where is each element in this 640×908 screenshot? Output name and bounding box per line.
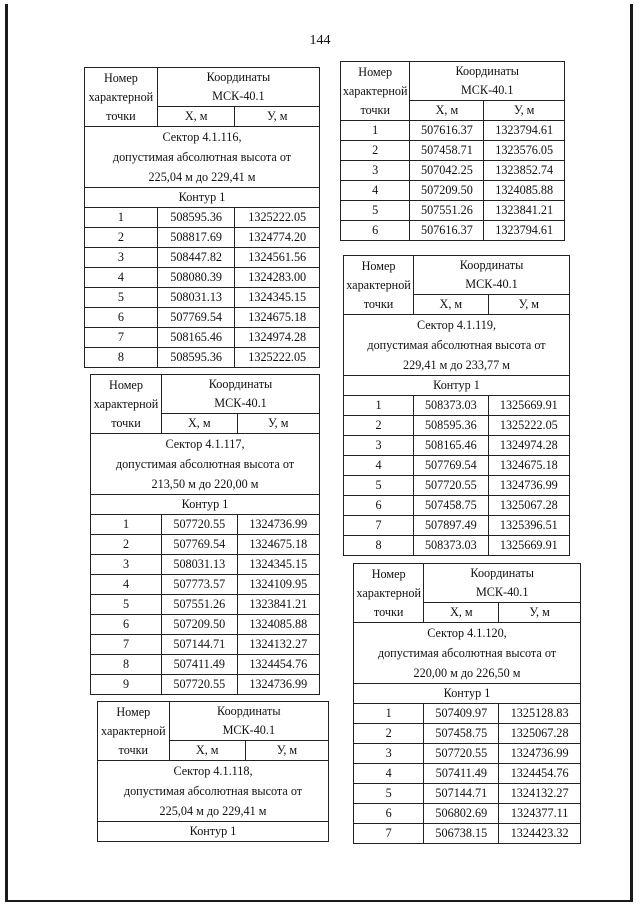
coordinates-header [157, 68, 319, 107]
point-number: 4 [85, 268, 158, 288]
point-number: 3 [344, 436, 414, 456]
x-coordinate: 507042.25 [410, 161, 484, 181]
x-coordinate: 507551.26 [161, 595, 237, 615]
table-row [85, 268, 320, 288]
coordinates-header-line: Координаты [455, 64, 519, 78]
table-row [85, 328, 320, 348]
point-number: 7 [344, 516, 414, 536]
x-coordinate: 508373.03 [414, 536, 489, 556]
y-coordinate: 1324132.27 [237, 635, 319, 655]
table-row [344, 516, 570, 536]
point-number: 4 [91, 575, 162, 595]
sector-row [85, 127, 320, 188]
point-number: 6 [85, 308, 158, 328]
y-coordinate: 1324736.99 [488, 476, 569, 496]
contour-label: Контур 1 [98, 822, 329, 842]
table-row [341, 141, 565, 161]
x-header: X, м [157, 107, 235, 127]
x-coordinate: 506738.15 [424, 824, 499, 844]
point-number: 2 [344, 416, 414, 436]
point-header-line: точки [373, 604, 404, 619]
point-number: 5 [354, 784, 424, 804]
y-coordinate: 1324675.18 [235, 308, 320, 328]
sector-row [344, 315, 570, 376]
x-coordinate: 507209.50 [410, 181, 484, 201]
coordinates-header-line: Координаты [217, 704, 281, 718]
x-header: X, м [424, 603, 499, 623]
sector-range: 225,04 м до 229,41 м [148, 170, 256, 184]
x-coordinate: 507720.55 [161, 515, 237, 535]
table-row [85, 228, 320, 248]
header-row [341, 62, 565, 101]
point-header-line: характерной [88, 89, 154, 104]
table-row [91, 555, 320, 575]
table-row [344, 416, 570, 436]
y-coordinate: 1324736.99 [237, 675, 319, 695]
sector-sector: Сектор 4.1.118, [173, 764, 253, 778]
sector-sector: Сектор 4.1.117, [165, 437, 245, 451]
y-coordinate: 1325067.28 [488, 496, 569, 516]
point-number: 7 [85, 328, 158, 348]
y-coordinate: 1324774.20 [235, 228, 320, 248]
coordinates-header-line: МСК-40.1 [460, 83, 514, 97]
x-coordinate: 508447.82 [157, 248, 235, 268]
sector-range: 213,50 м до 220,00 м [151, 477, 259, 491]
point-number: 1 [341, 121, 410, 141]
y-coordinate: 1324736.99 [499, 744, 581, 764]
point-header-line: характерной [93, 396, 159, 411]
sector-height: допустимая абсолютная высота от [123, 784, 303, 798]
header-row [85, 68, 320, 107]
x-coordinate: 507769.54 [161, 535, 237, 555]
point-header-line: характерной [356, 585, 421, 600]
y-coordinate: 1324345.15 [237, 555, 319, 575]
coordinates-header [410, 62, 565, 101]
coordinates-header-line: МСК-40.1 [465, 277, 518, 291]
coordinates-table-continuation [340, 61, 565, 241]
x-coordinate: 508595.36 [414, 416, 489, 436]
x-coordinate: 507551.26 [410, 201, 484, 221]
coordinates-header-line: МСК-40.1 [212, 89, 265, 103]
table-row [354, 704, 581, 724]
y-coordinate: 1325222.05 [235, 208, 320, 228]
contour-row [85, 188, 320, 208]
x-header: X, м [414, 295, 489, 315]
point-number: 8 [85, 348, 158, 368]
x-coordinate: 507769.54 [157, 308, 235, 328]
point-number: 3 [341, 161, 410, 181]
coordinates-header-line: МСК-40.1 [475, 585, 529, 599]
sector-description [91, 434, 320, 495]
table-row [344, 496, 570, 516]
x-header: X, м [410, 101, 484, 121]
y-coordinate: 1324454.76 [237, 655, 319, 675]
coordinates-table-4-1-117 [90, 374, 320, 695]
point-number: 6 [91, 615, 162, 635]
point-number-header [91, 375, 162, 434]
y-coordinate: 1323576.05 [484, 141, 565, 161]
x-coordinate: 507720.55 [161, 675, 237, 695]
sector-row [354, 623, 581, 684]
point-header-line: Номер [371, 566, 406, 581]
table-row [344, 436, 570, 456]
x-coordinate: 507458.75 [424, 724, 499, 744]
y-coordinate: 1323794.61 [484, 121, 565, 141]
point-header-line: точки [118, 742, 149, 757]
contour-label: Контур 1 [85, 188, 320, 208]
y-coordinate: 1323852.74 [484, 161, 565, 181]
sector-height: допустимая абсолютная высота от [115, 457, 295, 471]
point-number: 3 [354, 744, 424, 764]
table-row [341, 161, 565, 181]
table-row [341, 181, 565, 201]
y-coordinate: 1324974.28 [488, 436, 569, 456]
point-header-line: Номер [109, 377, 143, 392]
x-coordinate: 507411.49 [424, 764, 499, 784]
table-row [344, 476, 570, 496]
contour-row [91, 495, 320, 515]
table-row [354, 764, 581, 784]
y-coordinate: 1325669.91 [488, 396, 569, 416]
point-number: 6 [354, 804, 424, 824]
y-coordinate: 1325222.05 [235, 348, 320, 368]
x-header: X, м [161, 414, 237, 434]
y-coordinate: 1324345.15 [235, 288, 320, 308]
x-coordinate: 507144.71 [424, 784, 499, 804]
point-number-header [341, 62, 410, 121]
table-row [91, 575, 320, 595]
table-row [85, 248, 320, 268]
x-coordinate: 508165.46 [157, 328, 235, 348]
coordinates-header-line: Координаты [208, 377, 273, 391]
point-number: 5 [344, 476, 414, 496]
y-coordinate: 1324085.88 [484, 181, 565, 201]
table-row [85, 348, 320, 368]
y-coordinate: 1324132.27 [499, 784, 581, 804]
table-row [91, 595, 320, 615]
coordinates-table-4-1-116 [84, 67, 320, 368]
x-coordinate: 507458.75 [414, 496, 489, 516]
sector-height: допустимая абсолютная высота от [112, 150, 292, 164]
point-number: 1 [344, 396, 414, 416]
table-row [85, 308, 320, 328]
point-number: 4 [354, 764, 424, 784]
sector-sector: Сектор 4.1.119, [416, 318, 496, 332]
y-coordinate: 1324423.32 [499, 824, 581, 844]
table-row [341, 201, 565, 221]
header-row [354, 564, 581, 603]
y-coordinate: 1324675.18 [488, 456, 569, 476]
point-number: 4 [344, 456, 414, 476]
point-number: 2 [341, 141, 410, 161]
header-row [98, 702, 329, 741]
table-row [341, 221, 565, 241]
x-coordinate: 507720.55 [424, 744, 499, 764]
coordinates-header [161, 375, 319, 414]
point-header-line: Номер [103, 70, 138, 85]
x-coordinate: 508080.39 [157, 268, 235, 288]
point-header-line: Номер [361, 258, 396, 273]
sector-description [344, 315, 570, 376]
coordinates-header-line: Координаты [459, 258, 524, 272]
table-row [354, 824, 581, 844]
x-coordinate: 508165.46 [414, 436, 489, 456]
y-coordinate: 1323841.21 [237, 595, 319, 615]
sector-sector: Сектор 4.1.116, [162, 130, 242, 144]
x-coordinate: 507769.54 [414, 456, 489, 476]
table-row [344, 536, 570, 556]
sector-sector: Сектор 4.1.120, [427, 626, 507, 640]
point-number: 4 [341, 181, 410, 201]
y-coordinate: 1324675.18 [237, 535, 319, 555]
sector-description [354, 623, 581, 684]
point-number: 3 [85, 248, 158, 268]
table-row [354, 804, 581, 824]
point-number: 6 [341, 221, 410, 241]
x-coordinate: 508031.13 [161, 555, 237, 575]
table-row [354, 724, 581, 744]
x-coordinate: 507411.49 [161, 655, 237, 675]
y-coordinate: 1325669.91 [488, 536, 569, 556]
point-header-line: Номер [358, 64, 393, 79]
sector-range: 229,41 м до 233,77 м [403, 358, 510, 372]
contour-label: Контур 1 [344, 376, 570, 396]
y-coordinate: 1324085.88 [237, 615, 319, 635]
sector-height: допустимая абсолютная высота от [377, 646, 557, 660]
x-coordinate: 507409.97 [424, 704, 499, 724]
y-header: У, м [488, 295, 569, 315]
table-row [344, 456, 570, 476]
coordinates-header-line: Координаты [206, 70, 271, 84]
point-number-header [354, 564, 424, 623]
table-row [91, 535, 320, 555]
y-header: У, м [235, 107, 320, 127]
x-coordinate: 506802.69 [424, 804, 499, 824]
coordinates-table-4-1-118 [97, 701, 329, 842]
y-coordinate: 1324377.11 [499, 804, 581, 824]
table-row [341, 121, 565, 141]
x-coordinate: 507897.49 [414, 516, 489, 536]
point-number: 6 [344, 496, 414, 516]
coordinates-header-line: МСК-40.1 [214, 396, 267, 410]
point-number: 8 [91, 655, 162, 675]
y-coordinate: 1324736.99 [237, 515, 319, 535]
x-coordinate: 507209.50 [161, 615, 237, 635]
sector-description [98, 761, 329, 822]
y-coordinate: 1324454.76 [499, 764, 581, 784]
x-header: X, м [169, 741, 245, 761]
sector-description [85, 127, 320, 188]
point-number-header [98, 702, 170, 761]
point-header-line: характерной [101, 723, 166, 738]
point-header-line: точки [360, 102, 390, 117]
y-coordinate: 1325222.05 [488, 416, 569, 436]
table-row [91, 635, 320, 655]
point-header-line: характерной [346, 277, 411, 292]
point-number: 2 [354, 724, 424, 744]
contour-row [354, 684, 581, 704]
point-header-line: Номер [116, 704, 151, 719]
contour-row [344, 376, 570, 396]
point-number: 5 [85, 288, 158, 308]
table-row [91, 615, 320, 635]
sector-row [98, 761, 329, 822]
coordinates-header-line: Координаты [470, 566, 534, 580]
y-coordinate: 1323841.21 [484, 201, 565, 221]
table-row [85, 208, 320, 228]
point-number-header [85, 68, 158, 127]
table-row [91, 675, 320, 695]
point-header-line: точки [363, 296, 394, 311]
coordinates-table-4-1-120 [353, 563, 581, 844]
page-number: 144 [309, 33, 331, 48]
point-number: 5 [341, 201, 410, 221]
y-coordinate: 1325128.83 [499, 704, 581, 724]
sector-range: 220,00 м до 226,50 м [413, 666, 521, 680]
coordinates-header [424, 564, 581, 603]
y-header: У, м [499, 603, 581, 623]
point-number: 1 [91, 515, 162, 535]
coordinates-header-line: МСК-40.1 [222, 723, 276, 737]
table-row [91, 655, 320, 675]
x-coordinate: 508031.13 [157, 288, 235, 308]
point-number: 5 [91, 595, 162, 615]
x-coordinate: 508373.03 [414, 396, 489, 416]
point-header-line: характерной [342, 83, 408, 98]
coordinates-header [169, 702, 328, 741]
coordinates-table-4-1-119 [343, 255, 570, 556]
y-header: У, м [237, 414, 319, 434]
sector-range: 225,04 м до 229,41 м [159, 804, 267, 818]
x-coordinate: 507458.71 [410, 141, 484, 161]
y-coordinate: 1324561.56 [235, 248, 320, 268]
y-coordinate: 1324974.28 [235, 328, 320, 348]
point-number: 2 [91, 535, 162, 555]
point-header-line: точки [111, 415, 141, 430]
x-coordinate: 507720.55 [414, 476, 489, 496]
table-row [344, 396, 570, 416]
table-row [85, 288, 320, 308]
x-coordinate: 508817.69 [157, 228, 235, 248]
header-row [344, 256, 570, 295]
point-number: 9 [91, 675, 162, 695]
y-coordinate: 1325396.51 [488, 516, 569, 536]
x-coordinate: 507773.57 [161, 575, 237, 595]
y-header: У, м [245, 741, 328, 761]
x-coordinate: 507616.37 [410, 121, 484, 141]
point-header-line: точки [106, 108, 136, 123]
x-coordinate: 508595.36 [157, 348, 235, 368]
point-number: 7 [91, 635, 162, 655]
x-coordinate: 508595.36 [157, 208, 235, 228]
contour-label: Контур 1 [91, 495, 320, 515]
y-coordinate: 1323794.61 [484, 221, 565, 241]
contour-label: Контур 1 [354, 684, 581, 704]
y-header: У, м [484, 101, 565, 121]
point-number: 1 [354, 704, 424, 724]
sector-row [91, 434, 320, 495]
y-coordinate: 1324109.95 [237, 575, 319, 595]
header-row [91, 375, 320, 414]
point-number: 1 [85, 208, 158, 228]
coordinates-header [414, 256, 570, 295]
x-coordinate: 507616.37 [410, 221, 484, 241]
sector-height: допустимая абсолютная высота от [367, 338, 546, 352]
point-number-header [344, 256, 414, 315]
table-row [354, 784, 581, 804]
point-number: 2 [85, 228, 158, 248]
table-row [91, 515, 320, 535]
table-row [354, 744, 581, 764]
x-coordinate: 507144.71 [161, 635, 237, 655]
y-coordinate: 1325067.28 [499, 724, 581, 744]
point-number: 7 [354, 824, 424, 844]
point-number: 3 [91, 555, 162, 575]
contour-row [98, 822, 329, 842]
y-coordinate: 1324283.00 [235, 268, 320, 288]
point-number: 8 [344, 536, 414, 556]
